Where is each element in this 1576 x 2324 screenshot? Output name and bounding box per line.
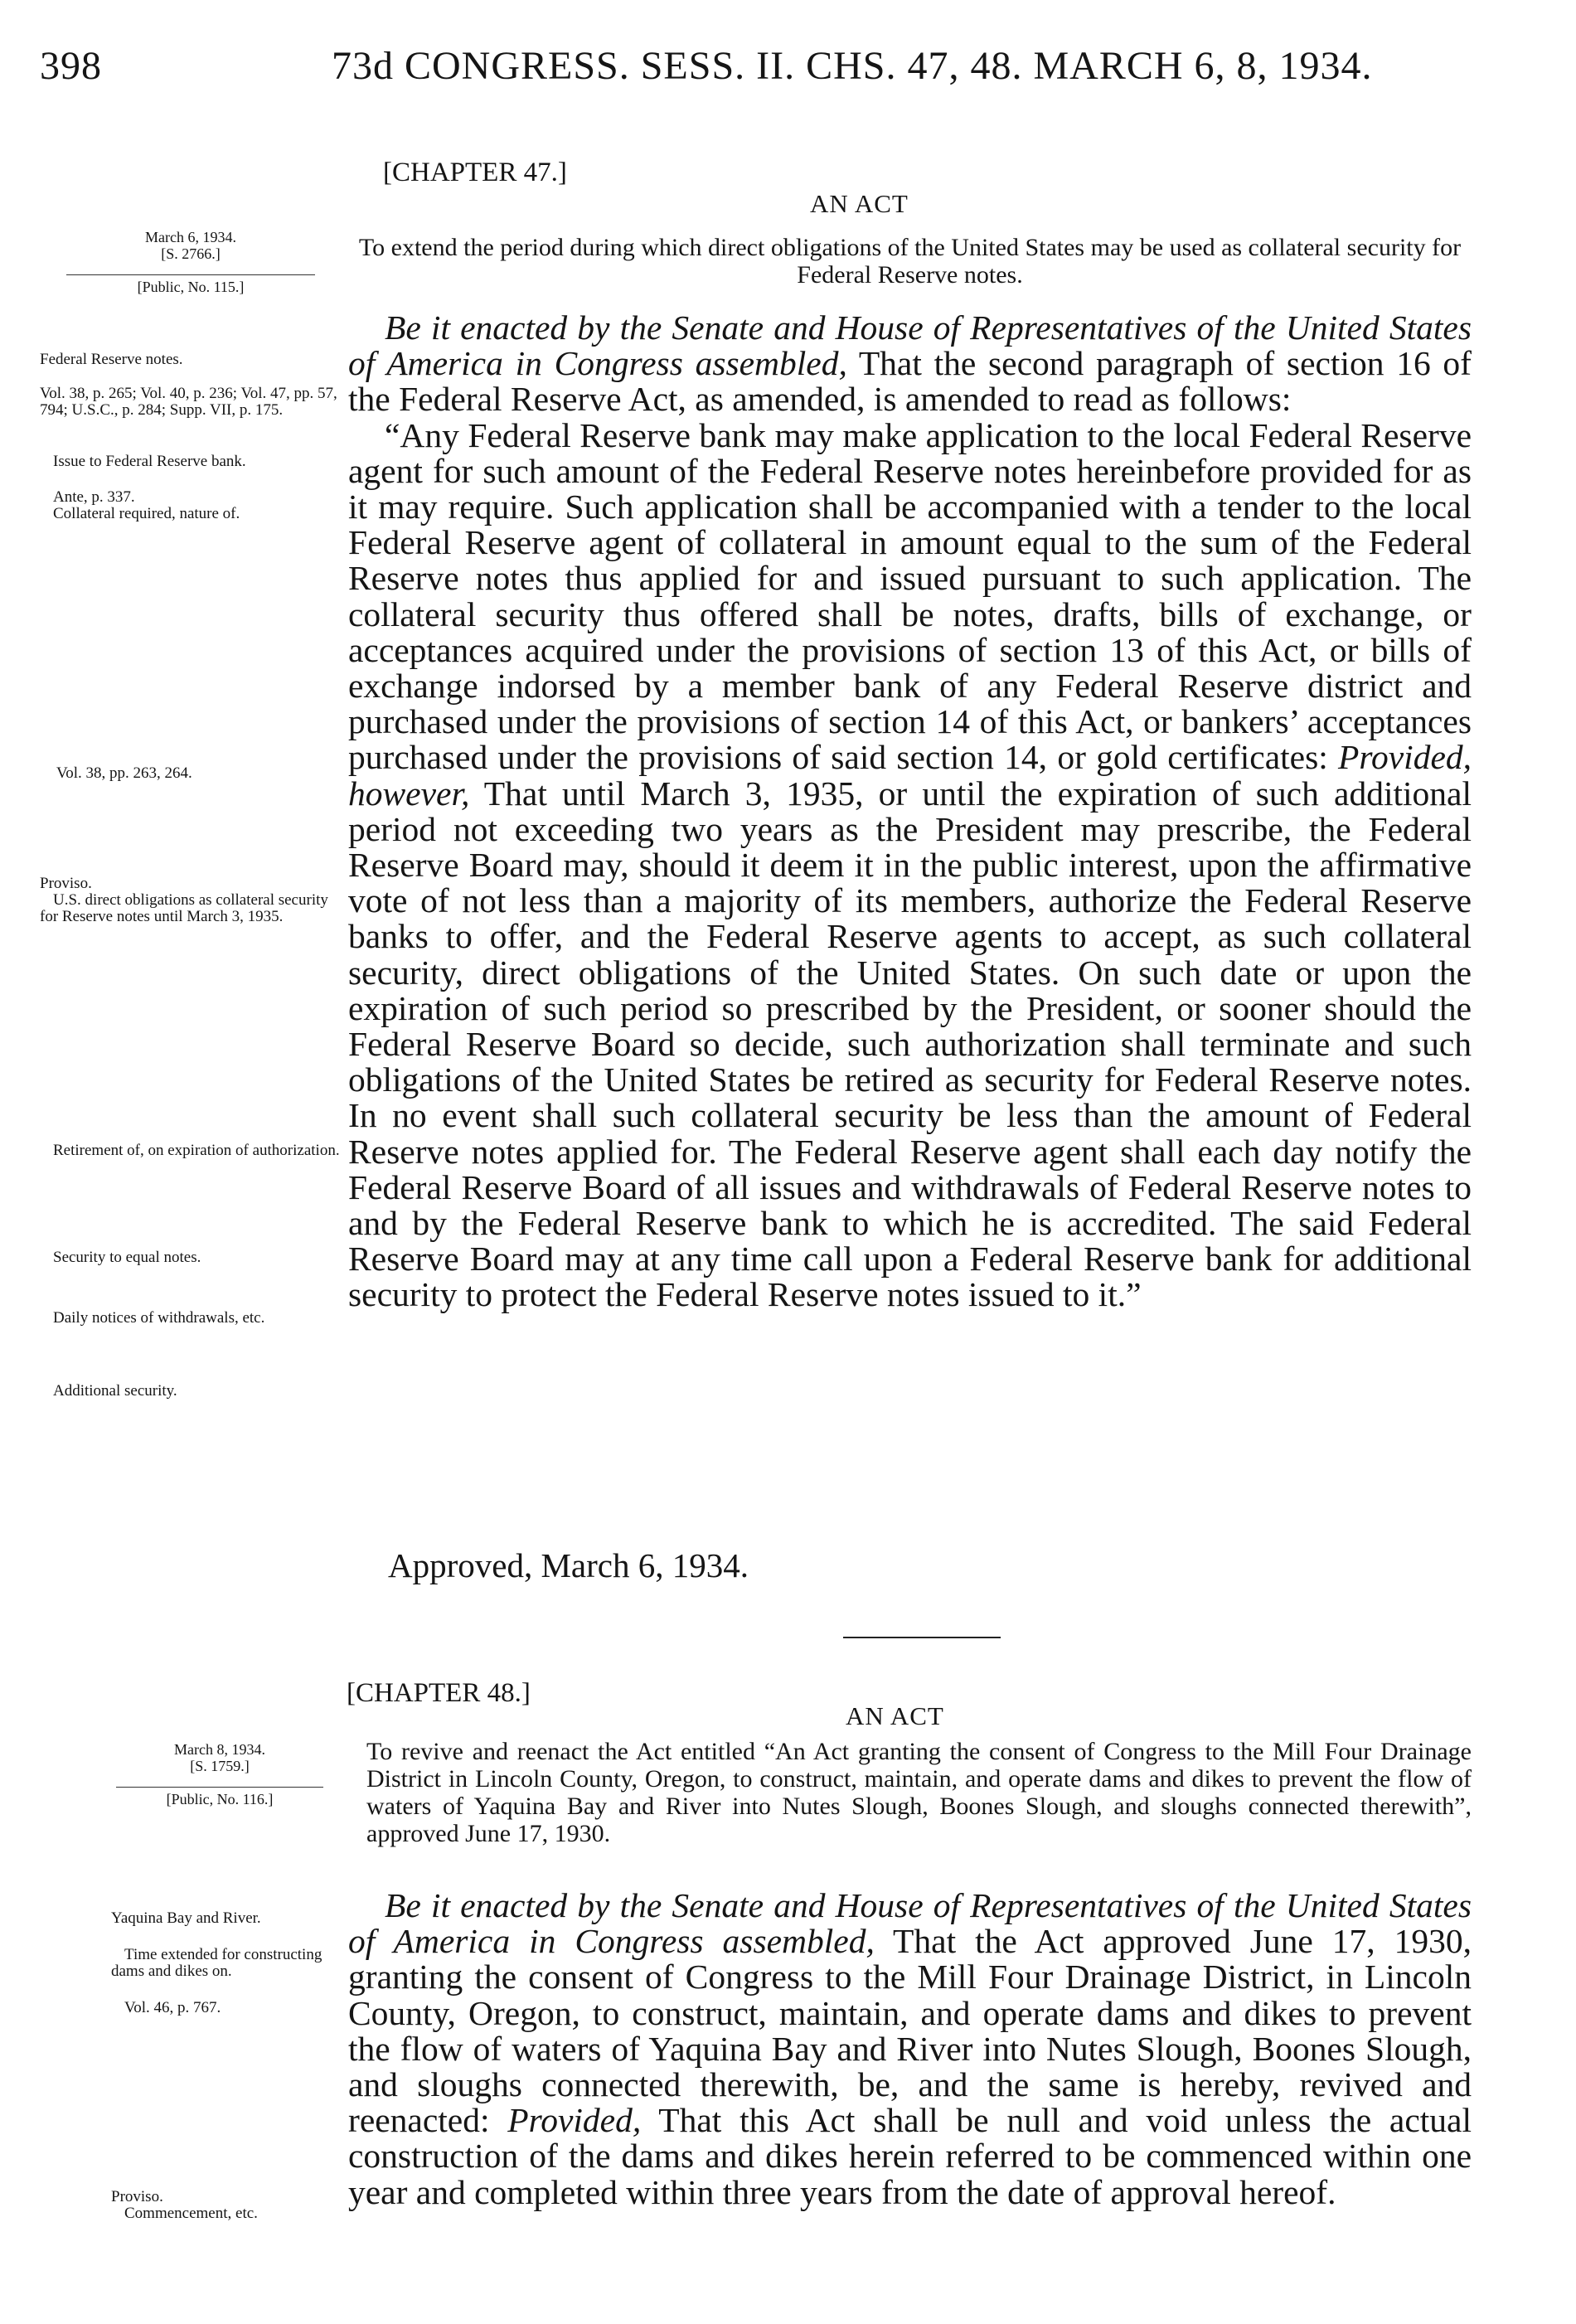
chapter-47-quoted-section xyxy=(348,415,1472,1314)
chapter-47-title: To extend the period during which direct obligations of the United States may be used as collateral security for Federal Reserve notes. xyxy=(358,234,1462,289)
chapter-48-body-part-1: That the Act approved June 17, 1930, granting the consent of Congress to the Mill Four Drainage District, in Lincoln County, Oregon, to construct, maintain, and operate dams and dikes to prevent the flow of waters of Yaquina Bay and River into Nutes Slough, Boones Slough, and sloughs connected therewith, be, and the same is hereby, revived and reenacted: xyxy=(348,1922,1472,2140)
running-head: 73d CONGRESS. SESS. II. CHS. 47, 48. MARCH 6, 8, 1934. xyxy=(332,44,1373,88)
chapter-48-act-label: AN ACT xyxy=(846,1701,944,1730)
margin-note-daily-notices: Daily notices of withdrawals, etc. xyxy=(53,1309,265,1327)
margin-note-retirement: Retirement of, on expiration of authorization. xyxy=(53,1142,340,1159)
chapter-47-enacting-rest: That the second paragraph of section 16 of the Federal Reserve Act, as amended, is amended to read as follows: xyxy=(348,344,1472,419)
chapter-48-body-part-2: That this Act shall be null and void unless the actual construction of the dams and dikes herein referred to be commenced within one year and completed within three years from the date of approval hereof. xyxy=(348,2101,1472,2211)
margin-note-federal-reserve-notes: Federal Reserve notes. xyxy=(40,351,183,368)
chapter-47-public: [Public, No. 115.] xyxy=(137,279,245,295)
chapter-47-enacting-italic: Be it enacted by the Senate and House of Representatives of the United States of America in Congress assembled, xyxy=(348,308,1472,383)
margin-note-commencement: Commencement, etc. xyxy=(124,2205,258,2222)
margin-note-collateral: Collateral required, nature of. xyxy=(53,505,240,522)
margin-note-volume-refs: Vol. 38, p. 265; Vol. 40, p. 236; Vol. 47, pp. 57, 794; U.S.C., p. 284; Supp. VII, p. 175. xyxy=(40,385,337,419)
margin-note-vol-46: Vol. 46, p. 767. xyxy=(124,1999,221,2016)
chapter-47-bill: [S. 2766.] xyxy=(161,245,221,262)
chapter-48-margin-notes xyxy=(40,0,348,2324)
margin-note-vol-38: Vol. 38, pp. 263, 264. xyxy=(56,764,192,782)
margin-note-yaquina: Yaquina Bay and River. xyxy=(111,1909,261,1927)
chapter-47-enacting-clause xyxy=(348,310,1472,418)
chapter-47-quote-part-2: That until March 3, 1935, or until the expiration of such additional period not exceeding two years as the President may prescribe, the Federal Reserve Board may, should it deem it in the public interest, upon the affirmative vote of not less than a majority of its members, authorize the Federal Reserve banks to offer, and the Federal Reserve agents to accept, as such collateral security, direct obligations of the United States. On such date or upon the expiration of such period so prescribed by the President, or sooner should the Federal Reserve Board so decide, such authorization shall terminate and such obligations of the United States be retired as security for Federal Reserve notes. In no event shall such collateral security be less than the amount of Federal Reserve notes applied for. The Federal Reserve agent shall each day notify the Federal Reserve Board of all issues and withdrawals of Federal Reserve notes to and by the Federal Reserve bank to which he is accredited. The said Federal Reserve Board may at any time call upon a Federal Reserve bank for additional security to protect the Federal Reserve notes issued to it.” xyxy=(348,774,1472,1314)
chapter-48-enacting-italic: Be it enacted by the Senate and House of Representatives of the United States of America in Congress assembled, xyxy=(348,1886,1472,1961)
chapter-47-label: [CHAPTER 47.] xyxy=(383,158,567,187)
chapter-48-label: [CHAPTER 48.] xyxy=(347,1678,531,1708)
margin-note-us-direct-obligations: U.S. direct obligations as collateral security for Reserve notes until March 3, 1935. xyxy=(40,891,328,925)
chapter-48-date: March 8, 1934. xyxy=(174,1741,265,1758)
margin-note-ante: Ante, p. 337. xyxy=(53,488,135,506)
page-number: 398 xyxy=(40,44,102,88)
chapter-47-act-label: AN ACT xyxy=(810,189,909,218)
margin-note-additional-security: Additional security. xyxy=(53,1382,177,1400)
chapter-48-bill: [S. 1759.] xyxy=(190,1758,250,1774)
chapter-47-date: March 6, 1934. xyxy=(145,229,236,245)
margin-note-issue: Issue to Federal Reserve bank. xyxy=(53,453,246,470)
chapter-47-approved: Approved, March 6, 1934. xyxy=(388,1546,749,1584)
margin-note-proviso-48: Proviso. xyxy=(111,2188,163,2205)
margin-note-proviso: Proviso. xyxy=(40,875,92,892)
chapter-47-body xyxy=(348,310,1472,1313)
chapter-divider xyxy=(843,1637,1001,1638)
chapter-48-public: [Public, No. 116.] xyxy=(166,1791,274,1807)
margin-note-security: Security to equal notes. xyxy=(53,1249,201,1266)
chapter-48-title: To revive and reenact the Act entitled “An Act granting the consent of Congress to the Mill Four Drainage District in Lincoln County, Oregon, to construct, maintain, and operate dams and dikes to prevent the flow of waters of Yaquina Bay and River into Nutes Slough, Boones Slough, and sloughs connected therewith”, approved June 17, 1930. xyxy=(366,1738,1472,1847)
chapter-47-quote-part-1: “Any Federal Reserve bank may make application to the local Federal Reserve agent for such amount of the Federal Reserve notes hereinbefore provided for as it may require. Such application shall be accompanied with a tender to the local Federal Reserve agent of collateral in amount equal to the sum of the Federal Reserve notes thus applied for and issued pursuant to such application. The collateral security thus offered shall be notes, drafts, bills of exchange, or acceptances acquired under the provisions of section 13 of this Act, or bills of exchange indorsed by a member bank of any Federal Reserve district and purchased under the provisions of section 14 of this Act, or bankers’ acceptances purchased under the provisions of said section 14, or gold certificates: xyxy=(348,415,1472,777)
chapter-48-body xyxy=(348,1888,1472,2210)
margin-note-time-extended: Time extended for constructing dams and dikes on. xyxy=(111,1946,322,1980)
chapter-47-quote-proviso: Provided, however, xyxy=(348,738,1472,813)
chapter-48-proviso: Provided, xyxy=(507,2101,642,2140)
chapter-48-enacting-clause xyxy=(348,1888,1472,2210)
